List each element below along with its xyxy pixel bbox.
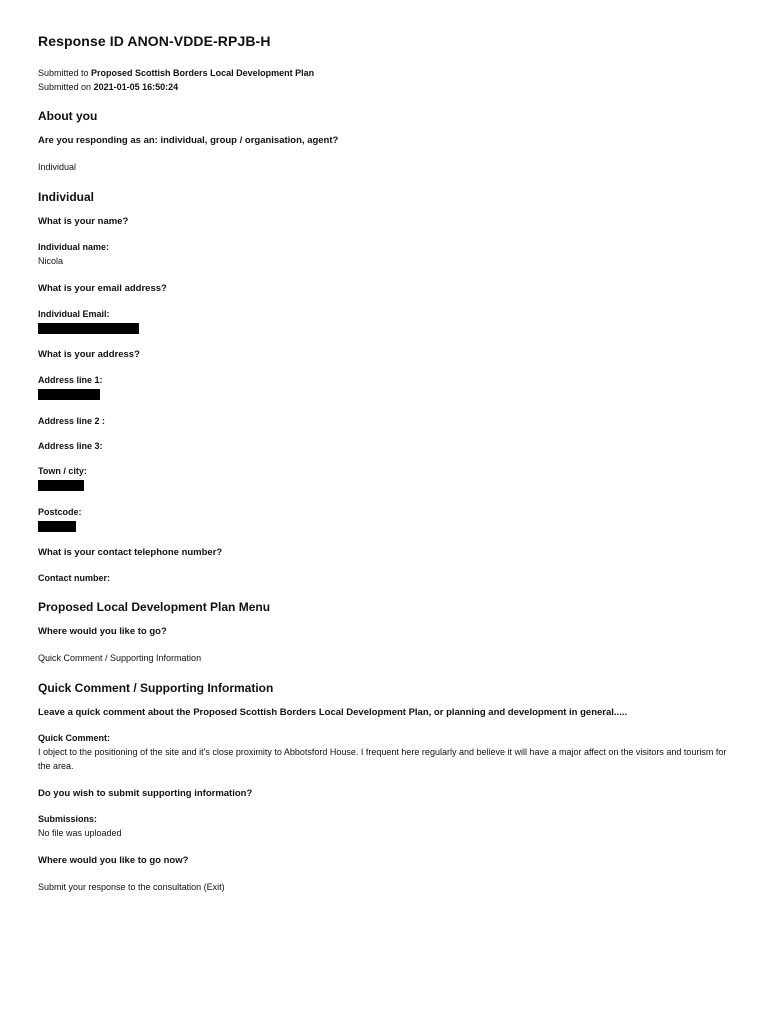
response-title: Response ID ANON-VDDE-RPJB-H [38, 33, 271, 49]
supporting-info-question: Do you wish to submit supporting information? [38, 788, 253, 799]
phone-label: Contact number: [38, 573, 110, 583]
email-redaction [38, 323, 139, 334]
submissions-value: No file was uploaded [38, 828, 122, 838]
submitted-to-line [38, 66, 732, 80]
name-question: What is your name? [38, 216, 129, 227]
postcode-label: Postcode: [38, 507, 82, 517]
email-question: What is your email address? [38, 283, 167, 294]
quick-comment-field [38, 732, 732, 773]
go-now-question: Where would you like to go now? [38, 855, 189, 866]
submissions-label: Submissions: [38, 814, 98, 824]
address2-field [38, 415, 732, 428]
address1-label: Address line 1: [38, 375, 103, 385]
menu-answer: Quick Comment / Supporting Information [38, 653, 202, 663]
email-field [38, 308, 732, 334]
submitted-on-label: Submitted on [38, 82, 92, 92]
name-value: Nicola [38, 256, 64, 266]
menu-question: Where would you like to go? [38, 626, 167, 637]
phone-field [38, 572, 732, 585]
about-heading: About you [38, 109, 98, 123]
email-label: Individual Email: [38, 309, 110, 319]
town-field [38, 465, 732, 491]
address2-label: Address line 2 : [38, 416, 106, 426]
submitted-on-line [38, 80, 732, 94]
go-now-answer: Submit your response to the consultation (Exit) [38, 882, 225, 892]
phone-question: What is your contact telephone number? [38, 547, 223, 558]
address3-label: Address line 3: [38, 441, 103, 451]
individual-heading: Individual [38, 190, 95, 204]
postcode-redaction [38, 521, 76, 532]
postcode-field [38, 506, 732, 532]
quick-comment-heading: Quick Comment / Supporting Information [38, 681, 274, 695]
submitted-to-label: Submitted to [38, 68, 89, 78]
respondent-type-question: Are you responding as an: individual, group / organisation, agent? [38, 135, 339, 146]
name-label: Individual name: [38, 242, 110, 252]
address1-redaction [38, 389, 100, 400]
submitted-on-value: 2021-01-05 16:50:24 [93, 82, 179, 92]
submitted-to-value: Proposed Scottish Borders Local Development Plan [91, 68, 315, 78]
name-field [38, 241, 732, 268]
address1-field [38, 374, 732, 400]
quick-comment-label: Quick Comment: [38, 733, 111, 743]
submission-meta [38, 66, 732, 94]
town-label: Town / city: [38, 466, 87, 476]
address3-field [38, 440, 732, 453]
respondent-type-answer: Individual [38, 162, 77, 172]
quick-comment-question: Leave a quick comment about the Proposed Scottish Borders Local Development Plan, or planning and development in general..... [38, 707, 628, 718]
town-redaction [38, 480, 84, 491]
address-question: What is your address? [38, 349, 140, 360]
submissions-field [38, 813, 732, 840]
menu-heading: Proposed Local Development Plan Menu [38, 600, 271, 614]
quick-comment-value: I object to the positioning of the site and it's close proximity to Abbotsford House. I frequent here regularly and believe it will have a major affect on the visitors and tourism for the area. [38, 747, 727, 771]
